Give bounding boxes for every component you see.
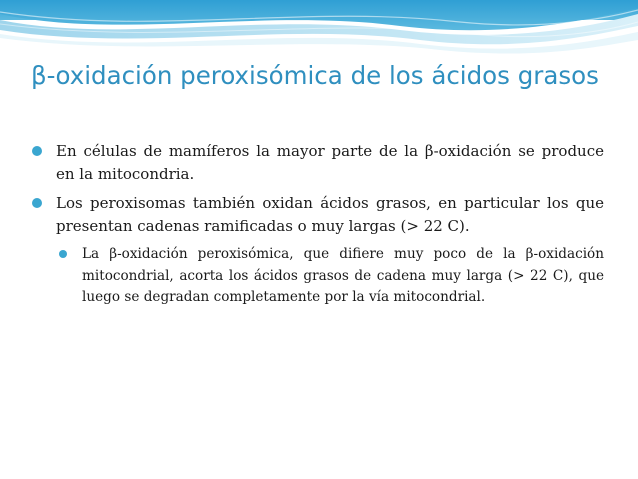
slide-title: β-oxidación peroxisómica de los ácidos grasos <box>31 61 599 90</box>
bullet-item <box>30 192 604 238</box>
bullet-text: Los peroxisomas también oxidan ácidos grasos, en particular los que presentan cadenas ramificadas o muy largas (> 22 C). <box>56 194 604 235</box>
header-wave-decoration <box>0 0 638 60</box>
slide-body <box>30 140 604 315</box>
bullet-icon <box>32 146 42 156</box>
bullet-icon <box>32 198 42 208</box>
bullet-item <box>30 140 604 186</box>
bullet-text: En células de mamíferos la mayor parte de la β-oxidación se produce en la mitocondria. <box>56 142 604 183</box>
bullet-icon <box>59 250 67 258</box>
sub-bullet-text: La β-oxidación peroxisómica, que difiere muy poco de la β-oxidación mitocondrial, acorta los ácidos grasos de cadena muy larga (> 22 C), que luego se degradan completamente por la vía mitocondrial. <box>82 246 604 305</box>
sub-bullet-item <box>56 244 604 309</box>
